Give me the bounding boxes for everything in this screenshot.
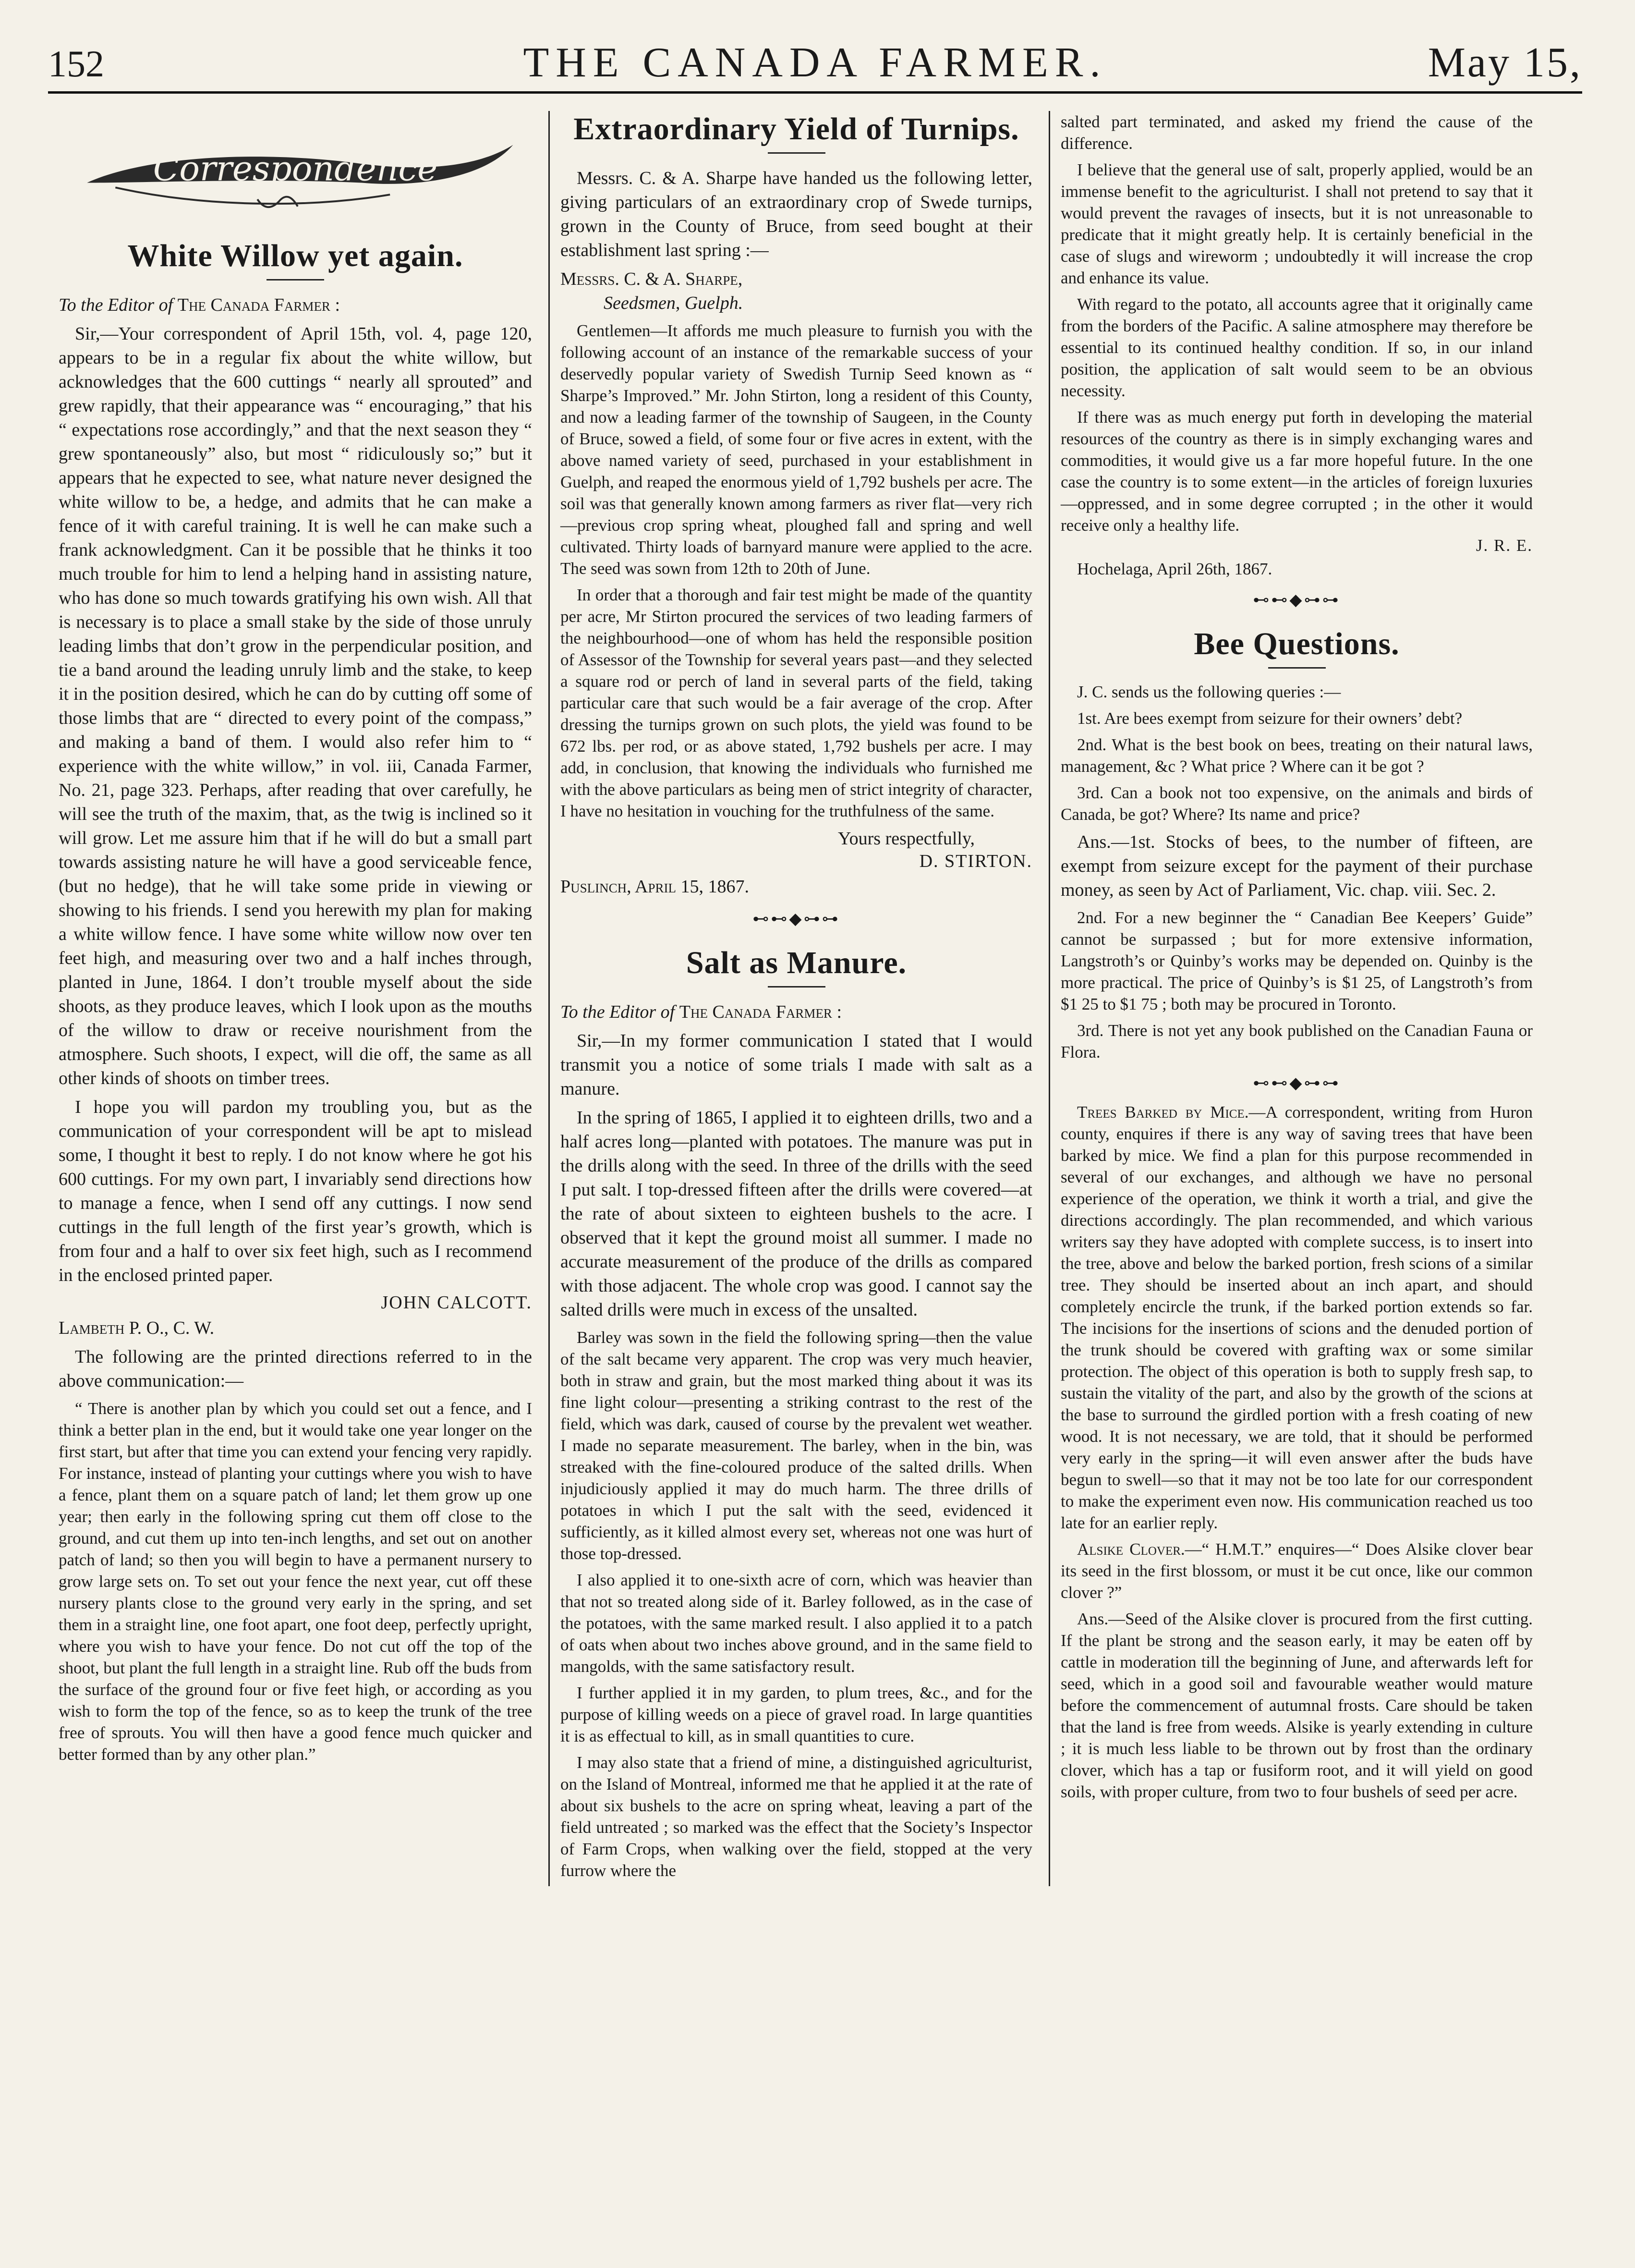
headline-rule (768, 152, 825, 154)
paragraph: Sir,—In my former communication I stated that I would transmit you a notice of some trials I made with salt as a manure. (560, 1031, 1032, 1099)
correspondence-banner (59, 111, 532, 221)
publication-title: THE CANADA FARMER. (523, 39, 1107, 86)
answer: 3rd. There is not yet any book published on the Canadian Fauna or Flora. (1061, 1021, 1533, 1061)
ornament-divider: ⊷⊷◆⊶⊶ (1253, 1074, 1341, 1092)
headline-rule (1268, 667, 1326, 669)
signature: D. STIRTON. (919, 851, 1032, 871)
columns (48, 111, 1582, 1886)
quill-pen-icon (59, 111, 532, 221)
column-1 (48, 111, 543, 1886)
answer: Ans.—1st. Stocks of bees, to the number of fifteen, are exempt from seizure except for the payment of their purchase money, as seen by Act of Parliament, Vic. chap. viii. Sec. 2. (1061, 832, 1533, 900)
salutation-publication: The Canada Farmer : (177, 295, 340, 315)
signature: J. R. E. (1476, 536, 1533, 555)
item-text: —A correspondent, writing from Huron county, enquires if there is any way of saving trees that have been barked by mice. We find a plan for this purpose recommended in several of our exchanges, and although we have no personal experience of the operation, we think it worth a trial, and give the directions accordingly. The plan recommended, and which various writers say they have adopted with complete success, is to insert into the tree, above and below the barked portion, fresh scions of a similar tree. They should be inserted about an inch apart, and should completely encircle the trunk, if the barked portion extends so far. The incisions for the insertions of scions and the denuded portion of the trunk should be covered with grafting wax or some similar protection. The object of this operation is both to supply fresh sap, to sustain the vitality of the part, and also by the growth of the scions at the base to surround the girdled portion with a fresh coating of new wood. It is not necessary, we are told, that it should be performed very early in the spring—it will even answer after the buds have begun to swell—so that it may not be too late for our correspondent to make the experiment even now. His communication reached us too late for an earlier reply. (1061, 1103, 1533, 1532)
paragraph: salted part terminated, and asked my friend the cause of the difference. (1061, 112, 1533, 153)
salutation-lead: To the Editor of (560, 1002, 675, 1022)
runin-heading: Trees Barked by Mice. (1077, 1103, 1249, 1122)
paragraph: Gentlemen—It affords me much pleasure to furnish you with the following account of an instance of the remarkable success of your deservedly popular variety of Swedish Turnip Seed known as “ Sharpe’s Improved.” Mr. John Stirton, long a resident of this County, and now a leading farmer of the township of Saugeen, in the County of Bruce, sowed a field, of some four or five acres in extent, with the above named variety of seed, purchased in your establishment in Guelph, and reaped the enormous yield of 1,792 bushels per acre. The soil was that generally known among farmers as river flat—very rich—previous crop spring wheat, ploughed fall and spring and well cultivated. Thirty loads of barnyard manure were applied to the acre. The seed was sown from 12th to 20th of June. (560, 321, 1032, 578)
addressee-sub: Seedsmen, Guelph. (604, 293, 743, 313)
intro-paragraph: The following are the printed directions referred to in the above communication:— (59, 1347, 532, 1391)
trees-barked-item (1061, 1101, 1533, 1534)
headline-rule (266, 279, 324, 280)
banner-word: Correspondence (153, 148, 438, 189)
paragraph: In order that a thorough and fair test might be made of the quantity per acre, Mr Stirton procured the services of two leading farmers of the neighbourhood—one of whom has held the responsible position of Assessor of the Township for several years past—and they selected a square rod or perch of land in several parts of the field, taking particular care that such would be a fair average of the crop. After dressing the turnips grown on such plots, the yield was found to be 672 lbs. per rod, or as above stated, 1,792 bushels per acre. I may add, in conclusion, that knowing the individuals who furnished me with the above particulars as being men of strict integrity of character, I have no hesitation in vouching for the truthfulness of the same. (560, 585, 1032, 820)
paragraph: I also applied it to one-sixth acre of corn, which was heavier than that not so treated along side of it. Barley followed, as in the case of the potatoes, with the same marked result. I also applied it to a patch of oats when about two inches above ground, and in the same field to mangolds, with the same satisfactory result. (560, 1571, 1032, 1676)
headline-rule (768, 986, 825, 988)
salutation (59, 293, 532, 317)
intro-paragraph: J. C. sends us the following queries :— (1077, 683, 1341, 701)
salutation (560, 1000, 1032, 1024)
paragraph: Sir,—Your correspondent of April 15th, vol. 4, page 120, appears to be in a regular fix about the white willow, but acknowledges that the 600 cuttings “ nearly all sprouted” and grew rapidly, that their appearance was “ encouraging,” that his “ expectations rose accordingly,” and that the next season they “ grew spontaneously” also, but most “ ridiculously so;” but it appears that he expected to see, what nature never designed the white willow to be, a hedge, and admits that he can make a fence of it with careful training. It is well he can make such a frank acknowledgment. Can it be possible that he thinks it too much trouble for him to lend a helping hand in assisting nature, who has done so much towards gratifying his own wish. All that is necessary is to place a small stake by the side of those unruly leading limbs that don’t grow in the perpendicular position, and tie a band around the leading unruly limb and the stake, to keep it in the position desired, which he can do by cutting off some of those limbs that are “ directed to every point of the compass,” and making a band of them. I would also refer him to “ experience with the white willow,” in vol. iii, Canada Farmer, No. 21, page 323. Perhaps, after reading that over carefully, he will see the truth of the maxim, that, as the twig is inclined so it will grow. Let me assure him that if he will do but a small part towards assisting nature he will have a good serviceable fence, (but no hedge), that he will take some pride in viewing or showing to his friends. I send you herewith my plan for making a white willow fence. I have some white willow now over ten feet high, and measuring over two and a half inches through, planted in June, 1864. I don’t trouble myself about the side shoots, as they produce leaves, which I look upon as the mouths of the willow to draw or receive nourishment from the atmosphere. Such shoots, I expect, will die off, the same as all other kinds of shoots on timber trees. (59, 324, 532, 1088)
item-text: —“ H.M.T.” enquires—“ Does Alsike clover bear its seed in the first blossom, or must it be cut once, like our common clover ?” (1061, 1540, 1533, 1602)
paragraph: If there was as much energy put forth in developing the material resources of the country as there is in simply exchanging wares and commodities, it would give us a far more hopeful future. In the one case the country is to some extent—in the articles of foreign luxuries—oppressed, and in some degree corrupted ; in the other it would receive only a healthy life. (1061, 408, 1533, 535)
closing: Yours respectfully, (838, 829, 975, 849)
paragraph: In the spring of 1865, I applied it to eighteen drills, two and a half acres long—planted with potatoes. The manure was put in the drills along with the seed. In three of the drills with the seed I put salt. I top-dressed fifteen after the drills were covered—at the rate of about sixteen to eighteen bushels to the acre. I observed that it kept the ground moist all summer. I made no accurate measurement of the produce of the drills as compared with those adjacent. The whole crop was good. I cannot say the salted drills were much in excess of the unsalted. (560, 1108, 1032, 1320)
question: 3rd. Can a book not too expensive, on the animals and birds of Canada, be got? Where? Its name and price? (1061, 783, 1533, 824)
paragraph: I may also state that a friend of mine, a distinguished agriculturist, on the Island of Montreal, informed me that he applied it at the rate of about six bushels to the acre on spring wheat, leaving a part of the field untreated ; so marked was the effect that the Society’s Inspector of Farm Crops, when walking over the field, stopped at the very furrow where the (560, 1753, 1032, 1880)
ornament-divider: ⊷⊷◆⊶⊶ (752, 910, 840, 928)
headline-white-willow: White Willow yet again. (127, 238, 463, 273)
paragraph: With regard to the potato, all accounts agree that it originally came from the borders of the Pacific. A saline atmosphere may therefore be essential to its continued healthy condition. If so, in our inland position, the application of salt would seem to be an obvious necessity. (1061, 295, 1533, 400)
paragraph: I hope you will pardon my troubling you, but as the communication of your correspondent will be apt to mislead some, I thought it best to reply. I do not know where he got his 600 cuttings. For my own part, I invariably send directions how to manage a fence, when I send off any cuttings. I now send cuttings in the full length of the first year’s growth, which is from four and a half to over six feet high, such as I recommend in the enclosed printed paper. (59, 1097, 532, 1285)
paragraph: I believe that the general use of salt, properly applied, would be an immense benefit to the agriculturist. I shall not pretend to say that it would prevent the ravages of insects, but it is not unreasonable to predicate that it might greatly help. It is certainly beneficial in the case of slugs and wireworm ; undoubtedly it will increase the crop and enhance its value. (1061, 160, 1533, 287)
column-2 (548, 111, 1043, 1886)
alsike-answer: Ans.—Seed of the Alsike clover is procured from the first cutting. If the plant be strong and the season early, it may be eaten off by cattle in moderation till the beginning of June, and afterwards left for seed, which in a good soil and favourable weather would mature before the commencement of autumnal frosts. Care should be taken that the land is free from weeds. Alsike is yearly extending in culture ; it is much less liable to be thrown out by frost than the ordinary clover, which has a tap or fusiform root, and it will yield on good soils, with proper culture, from two to four bushels of seed per acre. (1061, 1610, 1533, 1801)
headline-bee-questions: Bee Questions. (1194, 626, 1400, 661)
question: 2nd. What is the best book on bees, treating on their natural laws, management, &c ? What price ? Where can it be got ? (1061, 735, 1533, 776)
issue-date: May 15, (1428, 39, 1582, 86)
salutation-publication: The Canada Farmer : (679, 1002, 842, 1022)
signature: JOHN CALCOTT. (381, 1293, 532, 1313)
paragraph: I further applied it in my garden, to plum trees, &c., and for the purpose of killing weeds on a piece of gravel road. In large quantities it is as effectual to kill, as in small quantities to cure. (560, 1683, 1032, 1745)
place-line: Lambeth P. O., C. W. (59, 1318, 215, 1338)
headline-salt: Salt as Manure. (686, 945, 907, 980)
masthead (48, 34, 1582, 94)
salutation-lead: To the Editor of (59, 295, 173, 315)
runin-heading: Alsike Clover. (1077, 1540, 1185, 1559)
quoted-directions: “ There is another plan by which you could set out a fence, and I think a better plan in the end, but it would take one year longer on the first start, but after that time you can extend your fencing very rapidly. For instance, instead of planting your cuttings where you wish to have a fence, plant them on a square patch of land; let them grow up one year; then early in the following spring cut them off close to the ground, and cut them up into ten-inch lengths, and set out on another patch of land; so then you will begin to have a permanent nursery to grow large sets on. To set out your fence the next year, cut off these nursery plants close to the ground very early in the spring, and set them in a straight line, one foot apart, one foot deep, perfectly upright, where you wish to have your fence. Do not cut off the top of the shoot, but plant the full length in a straight line. Rub off the buds from the surface of the ground four or five feet high, or according as you wish to form the top of the fence, so as to keep the trunk of the tree free of sprouts. You will then have a good fence much quicker and better formed than by any other plan.” (59, 1399, 532, 1764)
intro-paragraph: Messrs. C. & A. Sharpe have handed us the following letter, giving particulars of an extraordinary crop of Swede turnips, grown in the County of Bruce, from seed bought at their establishment last spring :— (560, 168, 1032, 260)
paragraph: Barley was sown in the field the following spring—then the value of the salt became very apparent. The crop was very much heavier, both in straw and grain, but the most marked thing about it was its fine light colour—presenting a striking contrast to the rest of the field, which was dark, caused of course by the prevalent wet weather. I made no separate measurement. The barley, when in the bin, was streaked with the fine-coloured produce of the salted drills. When injudiciously applied it may do much harm. The three drills of potatoes in which I put the salt with the seed, evidenced it sufficiently, as it killed almost every set, whereas not one was hurt of those top-dressed. (560, 1328, 1032, 1563)
column-3 (1049, 111, 1543, 1886)
dateline: Hochelaga, April 26th, 1867. (1077, 560, 1272, 578)
question: 1st. Are bees exempt from seizure for their owners’ debt? (1077, 709, 1463, 728)
page-number: 152 (48, 43, 104, 85)
ornament-divider: ⊷⊷◆⊶⊶ (1253, 591, 1341, 609)
alsike-clover-item (1061, 1538, 1533, 1603)
addressee: Messrs. C. & A. Sharpe, (560, 269, 743, 289)
headline-turnips: Extraordinary Yield of Turnips. (573, 111, 1019, 146)
dateline: Puslinch, April 15, 1867. (560, 877, 749, 897)
answer: 2nd. For a new beginner the “ Canadian Bee Keepers’ Guide” cannot be surpassed ; but for more extensive information, Langstroth’s or Quinby’s works may be depended on. Quinby is the more practical. The price of Quinby’s is $1 25, of Langstroth’s from $1 25 to $1 75 ; both may be procured in Toronto. (1061, 908, 1533, 1013)
